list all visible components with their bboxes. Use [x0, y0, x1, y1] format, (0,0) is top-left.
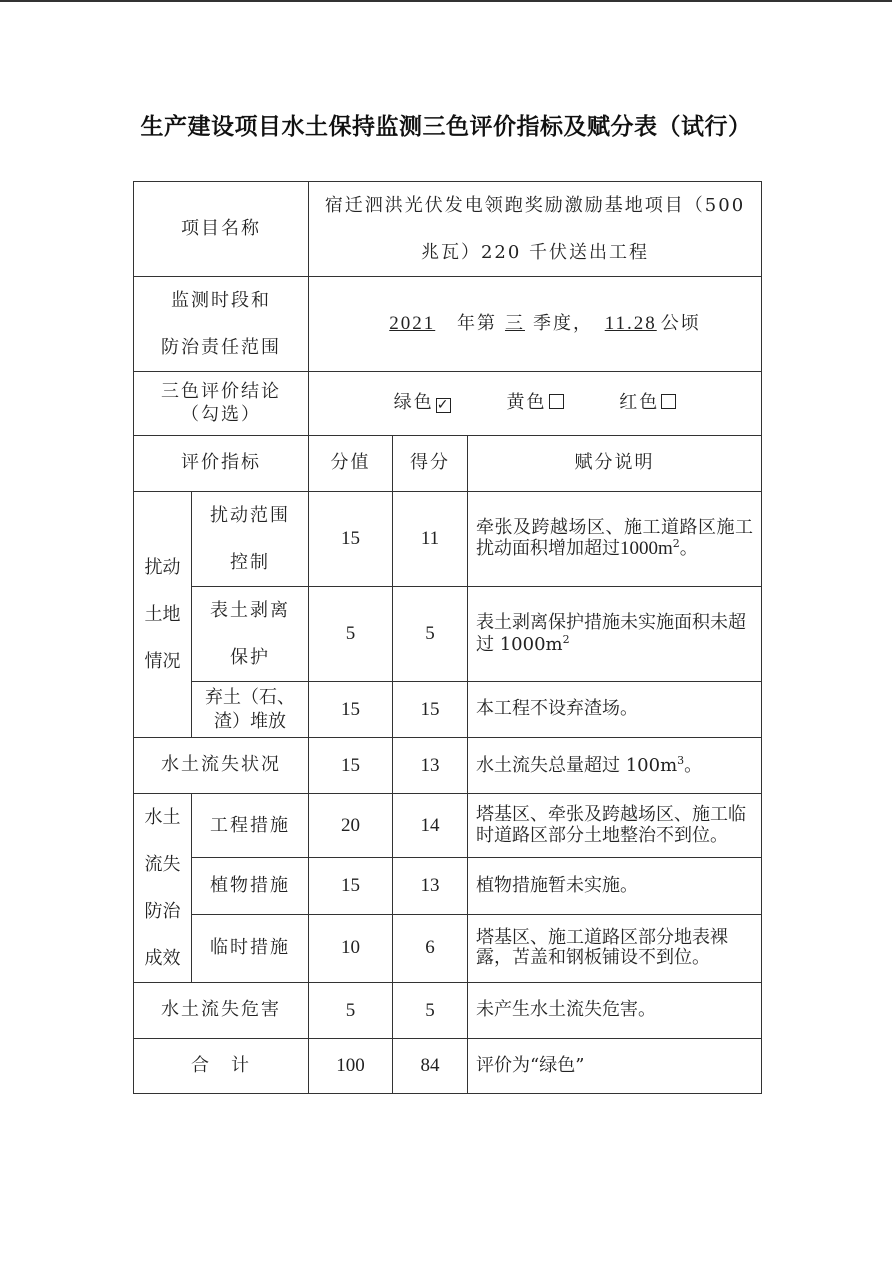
- total-score: 100: [309, 1039, 393, 1094]
- note-cell: 表土剥离保护措施未实施面积未超过 $1000m^2$: [468, 587, 762, 682]
- indicator-name: 水土流失状况: [134, 738, 309, 794]
- total-note: 评价为“绿色”: [468, 1039, 762, 1094]
- note-cell: 本工程不设弃渣场。: [468, 682, 762, 738]
- table-row: [134, 182, 762, 277]
- checkbox-empty-icon[interactable]: [549, 394, 564, 409]
- period-label-line-1: 监测时段和: [171, 290, 271, 311]
- header-got: 得分: [393, 436, 468, 492]
- period-label: [134, 277, 309, 372]
- top-border-line: [0, 0, 892, 2]
- quarter-suffix: 季度，: [532, 313, 593, 335]
- table-row: [134, 277, 762, 372]
- indicator-name: 弃土（石、 渣）堆放: [192, 682, 309, 738]
- indicator-name: 扰动范围 控制: [192, 492, 309, 587]
- project-name-value: [309, 182, 762, 277]
- table-row: [134, 914, 762, 982]
- got-cell: 5: [393, 587, 468, 682]
- project-name-line-2: 兆瓦）220 千伏送出工程: [420, 242, 650, 263]
- table-row: [134, 587, 762, 682]
- indicator-name: 植物措施: [192, 858, 309, 914]
- indicator-name: 工程措施: [192, 794, 309, 858]
- conclusion-label-line-2: （勾选）: [181, 403, 261, 425]
- score-cell: 5: [309, 983, 393, 1039]
- year-value: 2021: [389, 313, 436, 335]
- score-cell: 5: [309, 587, 393, 682]
- year-suffix: 年第: [456, 313, 497, 335]
- project-name-label: 项目名称: [134, 182, 309, 277]
- note-cell: 牵张及跨越场区、施工道路区施工扰动面积增加超过$1000m^2$。: [468, 492, 762, 587]
- table-header-row: [134, 436, 762, 492]
- checkbox-empty-icon[interactable]: [661, 394, 676, 409]
- got-cell: 13: [393, 858, 468, 914]
- conclusion-label: [134, 372, 309, 436]
- total-got: 84: [393, 1039, 468, 1094]
- table-row: [134, 858, 762, 914]
- group-control: 水土 流失 防治 成效: [134, 794, 192, 983]
- period-value: [309, 277, 762, 372]
- header-indicator: 评价指标: [134, 436, 309, 492]
- option-green[interactable]: 绿色 ✓: [393, 392, 451, 414]
- indicator-name: 水土流失危害: [134, 983, 309, 1039]
- area-unit: 公顷: [660, 313, 701, 335]
- indicator-name: 表土剥离 保护: [192, 587, 309, 682]
- group-disturbance: 扰动 土地 情况: [134, 492, 192, 738]
- page-title: 生产建设项目水土保持监测三色评价指标及赋分表（试行）: [140, 113, 752, 140]
- table-row: [134, 682, 762, 738]
- total-label: 合 计: [134, 1039, 309, 1094]
- got-cell: 14: [393, 794, 468, 858]
- project-name-line-1: 宿迁泗洪光伏发电领跑奖励激励基地项目（500: [324, 195, 746, 216]
- conclusion-options: [309, 372, 762, 436]
- note-cell: 未产生水土流失危害。: [468, 983, 762, 1039]
- checkbox-checked-icon[interactable]: ✓: [436, 397, 451, 414]
- option-yellow[interactable]: 黄色: [507, 392, 564, 413]
- score-cell: 15: [309, 492, 393, 587]
- quarter-value: 三: [504, 313, 525, 335]
- table-total-row: [134, 1039, 762, 1094]
- note-cell: 水土流失总量超过 $100m^3$。: [468, 738, 762, 794]
- got-cell: 6: [393, 914, 468, 982]
- header-score: 分值: [309, 436, 393, 492]
- area-value: 11.28: [604, 313, 657, 335]
- table-row: [134, 372, 762, 436]
- note-cell: 植物措施暂未实施。: [468, 858, 762, 914]
- header-note: 赋分说明: [468, 436, 762, 492]
- got-cell: 11: [393, 492, 468, 587]
- score-cell: 15: [309, 738, 393, 794]
- indicator-name: 临时措施: [192, 914, 309, 982]
- evaluation-table: [133, 181, 762, 1094]
- table-row: [134, 794, 762, 858]
- score-cell: 15: [309, 682, 393, 738]
- score-cell: 10: [309, 914, 393, 982]
- table-row: [134, 492, 762, 587]
- option-red[interactable]: 红色: [619, 392, 676, 413]
- score-cell: 15: [309, 858, 393, 914]
- period-label-line-2: 防治责任范围: [161, 337, 281, 358]
- note-cell: 塔基区、施工道路区部分地表裸露，苫盖和钢板铺设不到位。: [468, 914, 762, 982]
- got-cell: 13: [393, 738, 468, 794]
- table-row: [134, 983, 762, 1039]
- score-cell: 20: [309, 794, 393, 858]
- note-cell: 塔基区、牵张及跨越场区、施工临时道路区部分土地整治不到位。: [468, 794, 762, 858]
- got-cell: 5: [393, 983, 468, 1039]
- got-cell: 15: [393, 682, 468, 738]
- conclusion-label-line-1: 三色评价结论: [161, 381, 281, 402]
- table-row: [134, 738, 762, 794]
